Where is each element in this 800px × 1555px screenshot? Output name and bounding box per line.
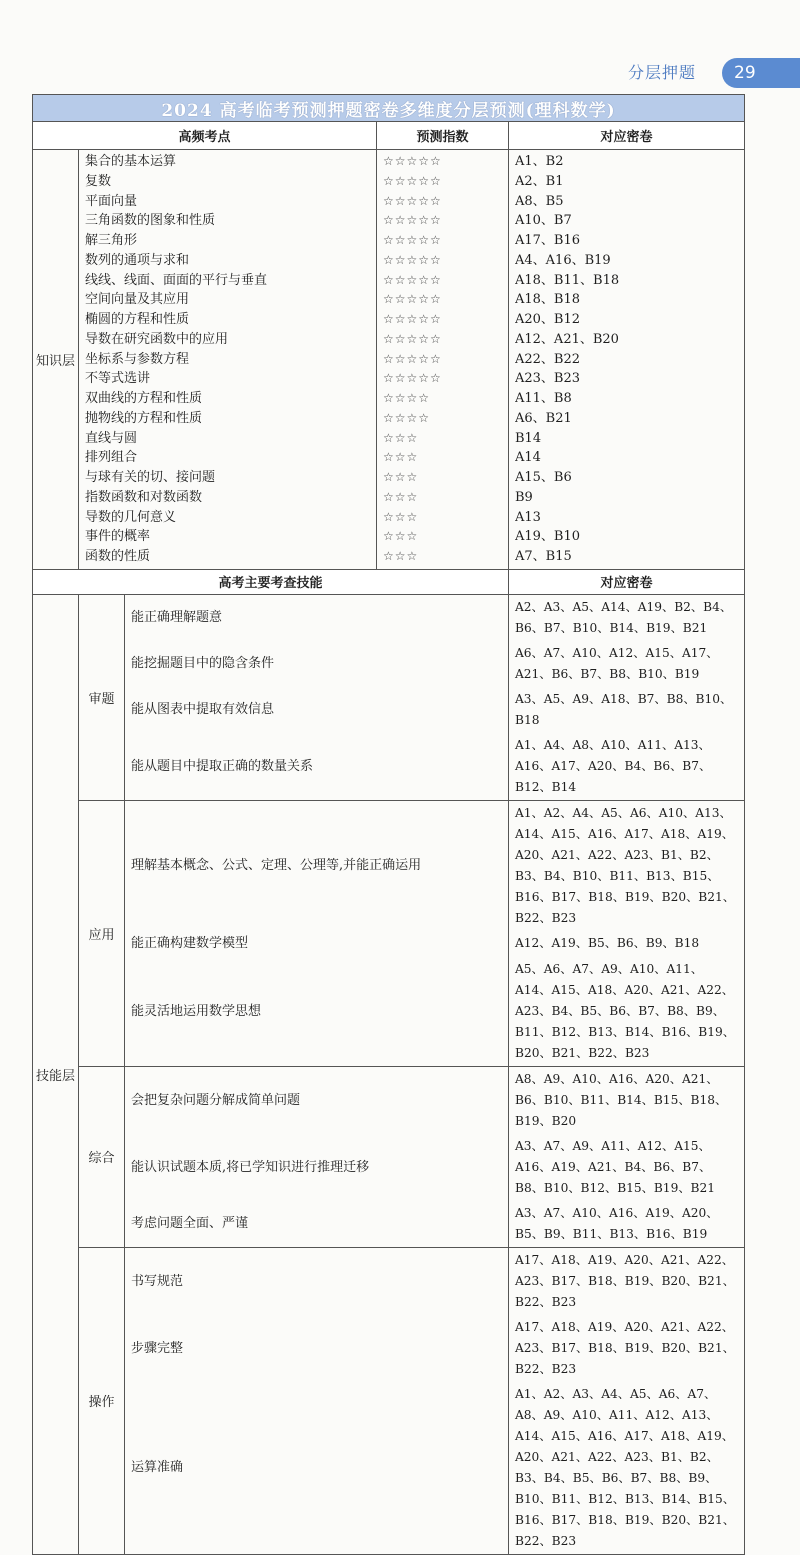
knowledge-layer-label: 知识层: [33, 150, 79, 570]
papers-cell: A14: [515, 450, 541, 466]
skill-group-label: 应用: [79, 800, 125, 1066]
stars-cell: ☆☆☆: [383, 549, 419, 563]
skill-text: 步骤完整: [131, 1340, 184, 1356]
stars-cell: ☆☆☆☆☆: [383, 272, 442, 287]
skill-text: 能认识试题本质,将已学知识进行推理迁移: [131, 1159, 370, 1175]
section-label: 分层押题: [628, 63, 697, 82]
topic-cell: 三角函数的图象和性质: [85, 213, 216, 229]
stars-cell: ☆☆☆: [383, 470, 419, 484]
stars-cell: ☆☆☆☆☆: [383, 252, 442, 267]
skill-papers-cell: A6、A7、A10、A12、A15、A17、A21、B6、B7、B8、B10、B19: [509, 641, 745, 687]
skill-row: [33, 1201, 745, 1248]
topic-cell: 排列组合: [85, 450, 138, 466]
skill-row: [33, 641, 745, 687]
skill-text: 能挖掘题目中的隐含条件: [131, 656, 275, 672]
topic-cell: 数列的通项与求和: [85, 252, 190, 268]
topic-cell: 指数函数和对数函数: [85, 489, 203, 505]
skill-text: 会把复杂问题分解成简单问题: [131, 1092, 301, 1108]
col-header-index: 预测指数: [377, 122, 509, 150]
skill-cell: [125, 1382, 509, 1555]
topic-cell: 平面向量: [85, 193, 138, 209]
skills-header: 高考主要考查技能: [33, 569, 509, 594]
topic-cell: 抛物线的方程和性质: [85, 410, 203, 426]
skill-text: 理解基本概念、公式、定理、公理等,并能正确运用: [131, 858, 422, 874]
skill-cell: [125, 1134, 509, 1201]
skill-papers-cell: A1、A2、A3、A4、A5、A6、A7、A8、A9、A10、A11、A12、A13、A14、A15、A16、A17、A18、A19、A20、A21、A22、A23、B1、B2、B3、B4、B5、B6、B7、B8、B9、B10、B11、B12、B13、B14、B15、B16、B17、B18、B19、B20、B21、B22、B23: [509, 1382, 745, 1555]
skills-papers-header: 对应密卷: [509, 569, 745, 594]
papers-cell: A13: [515, 509, 541, 525]
skill-papers-cell: A1、A4、A8、A10、A11、A13、A16、A17、A20、B4、B6、B7、B12、B14: [509, 733, 745, 801]
skill-cell: [125, 1315, 509, 1382]
prediction-table: [32, 94, 745, 1555]
stars-cell: ☆☆☆☆: [383, 410, 431, 425]
stars-cell: ☆☆☆☆☆: [383, 193, 442, 208]
col-header-papers: 对应密卷: [509, 122, 745, 150]
papers-cell: B9: [515, 489, 533, 505]
topic-cell: 线线、线面、面面的平行与垂直: [85, 272, 268, 288]
papers-cell: A10、B7: [515, 213, 572, 229]
stars-cell: ☆☆☆☆☆: [383, 312, 442, 326]
skill-cell: [125, 800, 509, 931]
stars-cell: ☆☆☆: [383, 489, 419, 504]
skill-papers-cell: A1、A2、A4、A5、A6、A10、A13、A14、A15、A16、A17、A18、A19、A20、A21、A22、A23、B1、B2、B3、B4、B10、B11、B13、B15、B16、B17、B18、B19、B20、B21、B22、B23: [509, 800, 745, 931]
papers-cell: A7、B15: [515, 549, 572, 564]
skill-group-label: 综合: [79, 1066, 125, 1247]
skill-cell: [125, 1066, 509, 1134]
papers-cell: A11、B8: [515, 391, 572, 406]
skill-cell: [125, 957, 509, 1067]
skill-text: 能正确构建数学模型: [131, 936, 249, 952]
skill-text: 能正确理解题意: [131, 610, 223, 626]
skill-papers-cell: A5、A6、A7、A9、A10、A11、A14、A15、A18、A20、A21、A22、A23、B4、B5、B6、B7、B8、B9、B11、B12、B13、B14、B16、B19、B20、B21、B22、B23: [509, 957, 745, 1067]
topic-cell: 导数的几何意义: [85, 509, 177, 525]
topic-cell: 导数在研究函数中的应用: [85, 331, 229, 347]
papers-cell: A1、B2: [515, 154, 564, 169]
topic-cell: 函数的性质: [85, 549, 151, 564]
skill-cell: [125, 1201, 509, 1248]
stars-cell: ☆☆☆: [383, 509, 419, 524]
skill-cell: [125, 931, 509, 957]
papers-cell: A18、B18: [515, 292, 581, 308]
topic-cell: 空间向量及其应用: [85, 292, 190, 308]
skill-row: [33, 1134, 745, 1201]
skill-papers-cell: A3、A5、A9、A18、B7、B8、B10、B18: [509, 687, 745, 733]
stars-cell: ☆☆☆: [383, 430, 419, 445]
papers-cell: A2、B1: [515, 173, 564, 189]
table-title: 2024 高考临考预测押题密卷多维度分层预测(理科数学): [33, 95, 745, 122]
skill-cell: [125, 594, 509, 641]
topic-cell: 事件的概率: [85, 529, 151, 545]
skill-cell: [125, 641, 509, 687]
knowledge-stars: [377, 150, 509, 570]
topic-cell: 坐标系与参数方程: [85, 351, 190, 367]
col-header-topic: 高频考点: [33, 122, 377, 150]
skill-row: [33, 1247, 745, 1315]
stars-cell: ☆☆☆☆: [383, 391, 431, 405]
skill-cell: [125, 733, 509, 801]
skill-cell: [125, 1247, 509, 1315]
skill-papers-cell: A17、A18、A19、A20、A21、A22、A23、B17、B18、B19、B20、B21、B22、B23: [509, 1315, 745, 1382]
skill-group-label: 操作: [79, 1247, 125, 1554]
skill-row: [33, 1382, 745, 1555]
papers-cell: A22、B22: [515, 351, 581, 367]
skill-papers-cell: A12、A19、B5、B6、B9、B18: [509, 931, 745, 957]
skill-row: [33, 594, 745, 641]
skill-text: 能灵活地运用数学思想: [131, 1003, 262, 1019]
papers-cell: A19、B10: [515, 529, 581, 545]
topic-cell: 椭圆的方程和性质: [85, 312, 190, 327]
topic-cell: 双曲线的方程和性质: [85, 391, 203, 406]
skill-row: [33, 800, 745, 931]
papers-cell: A20、B12: [515, 312, 581, 327]
topic-cell: 解三角形: [85, 233, 138, 248]
topic-cell: 集合的基本运算: [85, 154, 177, 169]
papers-cell: A17、B16: [515, 233, 581, 248]
skill-papers-cell: A3、A7、A10、A16、A19、A20、B5、B9、B11、B13、B16、B19: [509, 1201, 745, 1248]
papers-cell: A23、B23: [515, 371, 581, 387]
papers-cell: A4、A16、B19: [515, 252, 611, 268]
skill-row: [33, 1066, 745, 1134]
skill-row: [33, 1315, 745, 1382]
skill-papers-cell: A3、A7、A9、A11、A12、A15、A16、A19、A21、B4、B6、B7、B8、B10、B12、B15、B19、B21: [509, 1134, 745, 1201]
stars-cell: ☆☆☆☆☆: [383, 331, 442, 346]
skill-row: [33, 957, 745, 1067]
topic-cell: 直线与圆: [85, 430, 138, 446]
stars-cell: ☆☆☆☆☆: [383, 371, 442, 386]
skill-group-label: 审题: [79, 594, 125, 800]
stars-cell: ☆☆☆☆☆: [383, 292, 442, 307]
topic-cell: 不等式选讲: [85, 371, 151, 387]
papers-cell: A8、B5: [515, 193, 564, 209]
topic-cell: 复数: [85, 173, 112, 189]
skill-cell: [125, 687, 509, 733]
stars-cell: ☆☆☆☆☆: [383, 173, 442, 188]
skill-text: 能从图表中提取有效信息: [131, 702, 275, 718]
skill-layer-label: 技能层: [33, 594, 79, 1554]
knowledge-topics: [79, 150, 377, 570]
skill-row: [33, 733, 745, 801]
stars-cell: ☆☆☆☆☆: [383, 154, 442, 168]
skill-papers-cell: A17、A18、A19、A20、A21、A22、A23、B17、B18、B19、B20、B21、B22、B23: [509, 1247, 745, 1315]
page-number-badge: 29: [722, 58, 800, 88]
stars-cell: ☆☆☆☆☆: [383, 233, 442, 247]
knowledge-papers: [509, 150, 745, 570]
stars-cell: ☆☆☆☆☆: [383, 351, 442, 366]
papers-cell: A6、B21: [515, 410, 572, 426]
stars-cell: ☆☆☆☆☆: [383, 213, 442, 228]
stars-cell: ☆☆☆: [383, 450, 419, 465]
skill-row: [33, 687, 745, 733]
skill-papers-cell: A8、A9、A10、A16、A20、A21、B6、B10、B11、B14、B15、B18、B19、B20: [509, 1066, 745, 1134]
stars-cell: ☆☆☆: [383, 529, 419, 544]
skill-text: 能从题目中提取正确的数量关系: [131, 758, 314, 774]
skill-row: [33, 931, 745, 957]
papers-cell: A15、B6: [515, 470, 572, 485]
skill-text: 考虑问题全面、严谨: [131, 1216, 249, 1232]
skill-text: 运算准确: [131, 1460, 184, 1476]
topic-cell: 与球有关的切、接问题: [85, 470, 216, 485]
papers-cell: B14: [515, 430, 542, 446]
papers-cell: A12、A21、B20: [515, 331, 619, 347]
skill-papers-cell: A2、A3、A5、A14、A19、B2、B4、B6、B7、B10、B14、B19、B21: [509, 594, 745, 641]
skill-text: 书写规范: [131, 1273, 184, 1289]
papers-cell: A18、B11、B18: [515, 272, 620, 288]
